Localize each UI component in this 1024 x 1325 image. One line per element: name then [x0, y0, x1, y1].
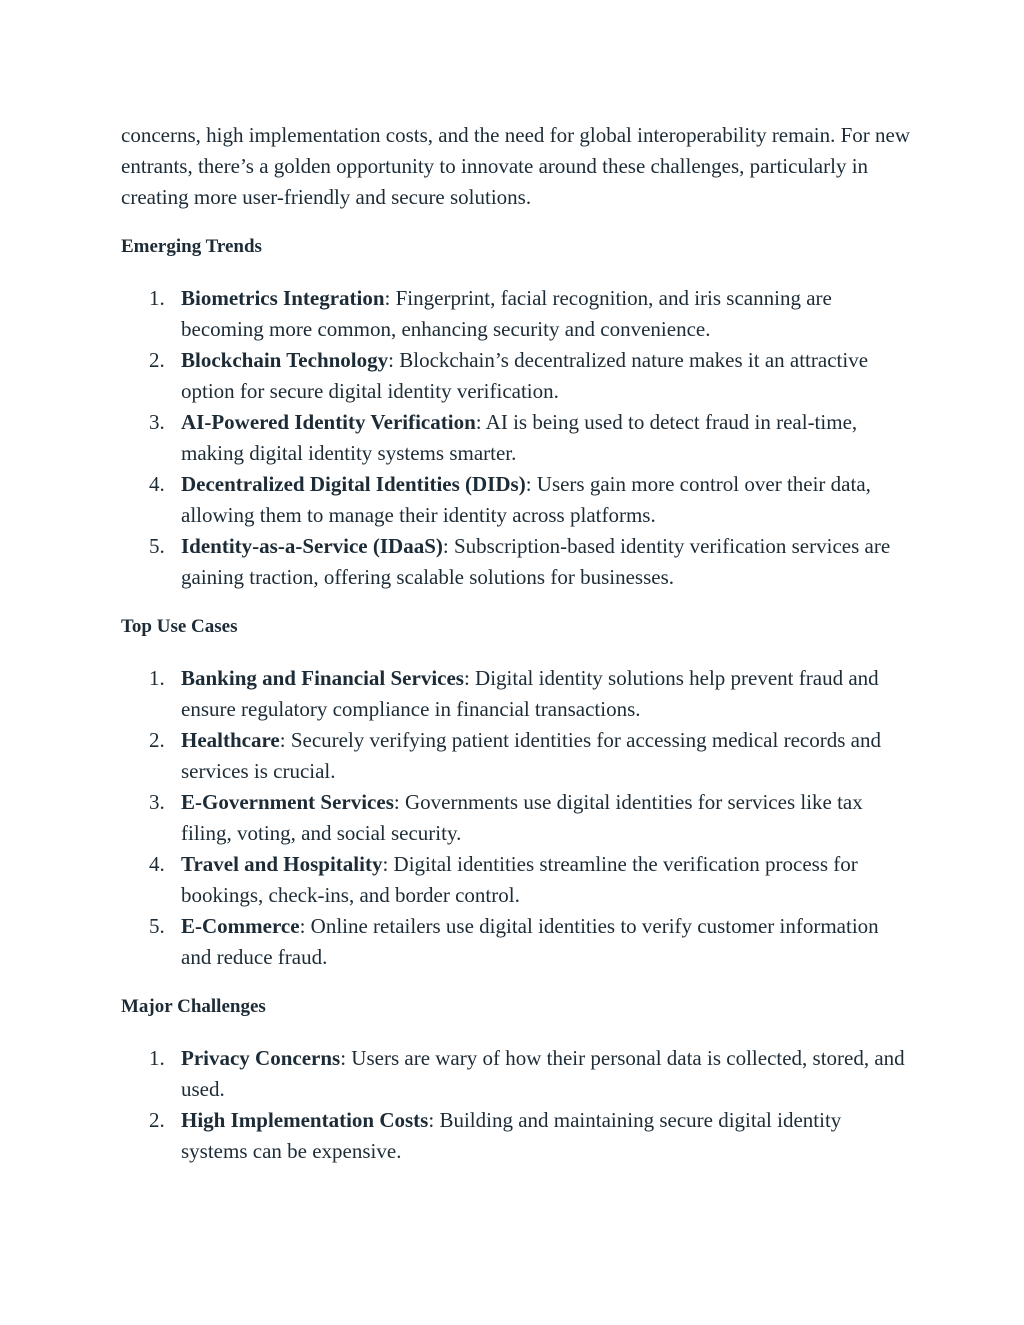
list-item [121, 663, 911, 725]
list-text: : Governments use digital identities for services like tax filing, voting, and social security. [181, 790, 863, 845]
list-text: : Users are wary of how their personal data is collected, stored, and used. [181, 1046, 905, 1101]
list-number: 4. [149, 852, 165, 876]
list-term: E-Government Services [181, 790, 394, 814]
list-text: : AI is being used to detect fraud in real-time, making digital identity systems smarter. [181, 410, 858, 465]
list-number: 1. [149, 1046, 165, 1070]
list-number: 2. [149, 348, 165, 372]
list-text: : Online retailers use digital identities to verify customer information and reduce fraud. [181, 914, 879, 969]
intro-paragraph: concerns, high implementation costs, and the need for global interoperability remain. For new entrants, there’s a golden opportunity to innovate around these challenges, particularly in creating more user-friendly and secure solutions. [121, 123, 911, 209]
list-number: 2. [149, 1108, 165, 1132]
list-item [121, 1105, 911, 1167]
list-text: : Blockchain’s decentralized nature makes it an attractive option for secure digital identity verification. [181, 348, 869, 403]
list-term: AI-Powered Identity Verification [181, 410, 476, 434]
list-number: 1. [149, 666, 165, 690]
list-item [121, 345, 911, 407]
list-item [121, 849, 911, 911]
list-term: Healthcare [181, 728, 280, 752]
list-item [121, 725, 911, 787]
major-challenges-list [121, 1043, 911, 1167]
section-heading-top-use-cases: Top Use Cases [121, 616, 238, 637]
list-text: : Securely verifying patient identities for accessing medical records and services is crucial. [181, 728, 881, 783]
list-text: : Subscription-based identity verification services are gaining traction, offering scalable solutions for businesses. [181, 534, 891, 589]
list-item [121, 469, 911, 531]
list-term: Travel and Hospitality [181, 852, 383, 876]
list-term: E-Commerce [181, 914, 300, 938]
list-item [121, 531, 911, 593]
list-item [121, 787, 911, 849]
list-term: Blockchain Technology [181, 348, 389, 372]
list-text: : Building and maintaining secure digital identity systems can be expensive. [181, 1108, 842, 1163]
list-item [121, 407, 911, 469]
list-number: 5. [149, 534, 165, 558]
document-page [121, 120, 911, 1167]
top-use-cases-list [121, 663, 911, 973]
emerging-trends-list [121, 283, 911, 593]
list-term: High Implementation Costs [181, 1108, 429, 1132]
list-number: 3. [149, 790, 165, 814]
list-number: 1. [149, 286, 165, 310]
section-heading-emerging-trends: Emerging Trends [121, 236, 262, 257]
list-text: : Users gain more control over their data, allowing them to manage their identity across platforms. [181, 472, 871, 527]
list-number: 4. [149, 472, 165, 496]
section-heading-major-challenges: Major Challenges [121, 996, 266, 1017]
list-term: Identity-as-a-Service (IDaaS) [181, 534, 443, 558]
list-term: Banking and Financial Services [181, 666, 464, 690]
list-item [121, 911, 911, 973]
list-term: Biometrics Integration [181, 286, 385, 310]
list-item [121, 283, 911, 345]
list-term: Privacy Concerns [181, 1046, 341, 1070]
list-text: : Digital identity solutions help prevent fraud and ensure regulatory compliance in financial transactions. [181, 666, 879, 721]
list-number: 3. [149, 410, 165, 434]
list-text: : Fingerprint, facial recognition, and iris scanning are becoming more common, enhancing security and convenience. [181, 286, 832, 341]
list-number: 2. [149, 728, 165, 752]
list-term: Decentralized Digital Identities (DIDs) [181, 472, 526, 496]
list-text: : Digital identities streamline the verification process for bookings, check-ins, and border control. [181, 852, 858, 907]
list-item [121, 1043, 911, 1105]
list-number: 5. [149, 914, 165, 938]
